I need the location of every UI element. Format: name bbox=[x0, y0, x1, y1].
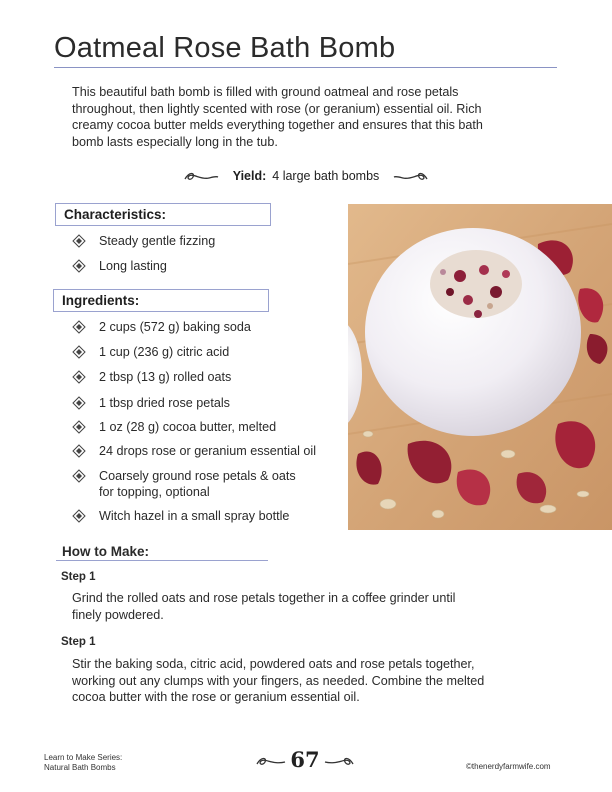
ingredient-text: 24 drops rose or geranium essential oil bbox=[99, 444, 317, 458]
step-text bbox=[72, 590, 542, 623]
step-text bbox=[72, 656, 542, 706]
characteristic-text: Steady gentle fizzing bbox=[99, 234, 216, 248]
series-line: Learn to Make Series: bbox=[44, 753, 123, 762]
diamond-bullet-icon bbox=[72, 444, 86, 458]
diamond-bullet-icon bbox=[72, 320, 86, 334]
intro-line: creamy cocoa butter melds everything together and ensures that this bath bbox=[72, 118, 483, 132]
intro-line: This beautiful bath bomb is filled with ground oatmeal and rose petals bbox=[72, 85, 459, 99]
series-line: Natural Bath Bombs bbox=[44, 763, 116, 772]
swash-right-icon bbox=[393, 170, 429, 184]
swash-left-icon bbox=[183, 170, 219, 184]
yield-value: 4 large bath bombs bbox=[272, 169, 380, 183]
diamond-bullet-icon bbox=[72, 345, 86, 359]
ingredient-text: 1 cup (236 g) citric acid bbox=[99, 345, 230, 359]
swash-right-icon bbox=[323, 755, 355, 769]
page-number: 67 bbox=[290, 747, 320, 772]
step-line: finely powdered. bbox=[72, 607, 164, 622]
page-title: Oatmeal Rose Bath Bomb bbox=[54, 32, 396, 64]
yield-label: Yield: bbox=[232, 169, 267, 183]
diamond-bullet-icon bbox=[72, 420, 86, 434]
diamond-bullet-icon bbox=[72, 396, 86, 410]
ingredient-text-continued: for topping, optional bbox=[99, 485, 210, 499]
step-line: working out any clumps with your fingers, as needed. Combine the melted bbox=[72, 673, 485, 688]
ingredient-text: 1 oz (28 g) cocoa butter, melted bbox=[99, 420, 277, 434]
how-to-underline bbox=[56, 560, 268, 561]
bath-bomb-illustration bbox=[348, 204, 612, 530]
ingredient-text: Coarsely ground rose petals & oats bbox=[99, 469, 296, 483]
bath-bomb-photo bbox=[348, 204, 612, 530]
intro-line: bomb lasts especially long in the tub. bbox=[72, 134, 278, 149]
ingredient-text: 1 tbsp dried rose petals bbox=[99, 396, 230, 410]
title-underline bbox=[54, 67, 557, 68]
diamond-bullet-icon bbox=[72, 234, 86, 248]
intro-paragraph bbox=[72, 84, 542, 150]
diamond-bullet-icon bbox=[72, 469, 86, 483]
ingredient-text: 2 tbsp (13 g) rolled oats bbox=[99, 370, 232, 384]
intro-line: throughout, then lightly scented with rose (or geranium) essential oil. Rich bbox=[72, 101, 482, 116]
yield-line bbox=[0, 169, 612, 189]
diamond-bullet-icon bbox=[72, 509, 86, 523]
ingredient-text: 2 cups (572 g) baking soda bbox=[99, 320, 251, 334]
step-label: Step 1 bbox=[61, 571, 96, 583]
characteristic-text: Long lasting bbox=[99, 259, 167, 273]
ingredient-text: Witch hazel in a small spray bottle bbox=[99, 509, 290, 523]
website-credit: ©thenerdyfarmwife.com bbox=[466, 762, 551, 771]
diamond-bullet-icon bbox=[72, 370, 86, 384]
step-line: Stir the baking soda, citric acid, powdered oats and rose petals together, bbox=[72, 657, 475, 671]
step-label: Step 1 bbox=[61, 636, 96, 648]
series-label bbox=[44, 753, 122, 773]
characteristics-heading: Characteristics: bbox=[55, 203, 271, 226]
step-line: Grind the rolled oats and rose petals together in a coffee grinder until bbox=[72, 591, 456, 605]
diamond-bullet-icon bbox=[72, 259, 86, 273]
ingredients-heading: Ingredients: bbox=[53, 289, 269, 312]
step-line: cocoa butter with the rose or geranium essential oil. bbox=[72, 690, 360, 704]
how-to-heading: How to Make: bbox=[62, 544, 150, 559]
page-number-block bbox=[255, 745, 355, 775]
